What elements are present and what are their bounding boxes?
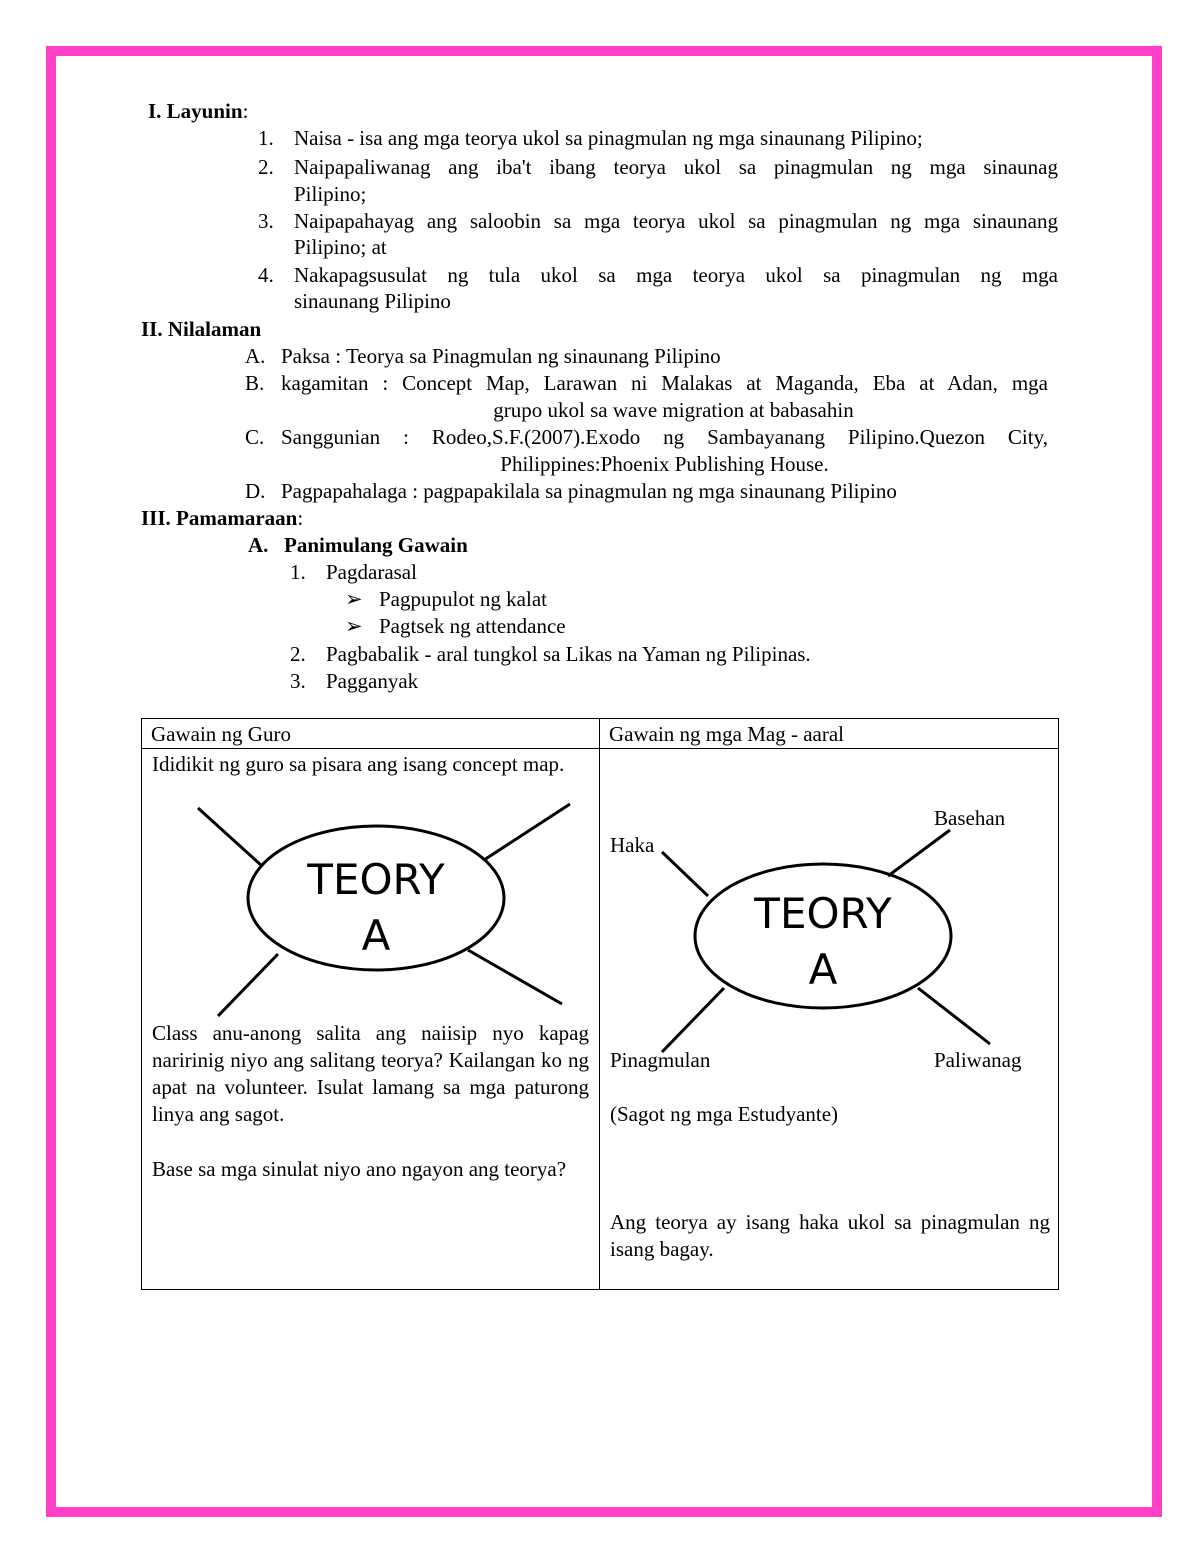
map-word-line1: TEORY <box>754 889 892 938</box>
section-nilalaman-heading: II. Nilalaman <box>141 317 262 341</box>
teacher-intro: Ididikit ng guro sa pisara ang isang concept map. <box>152 752 565 776</box>
map-word-line2: A <box>361 911 391 960</box>
connector-line <box>662 988 724 1052</box>
heading-colon: : <box>242 99 249 123</box>
answer-label-paliwanag: Paliwanag <box>934 1048 1022 1072</box>
connector-line <box>918 988 990 1044</box>
teacher-followup: Base sa mga sinulat niyo ano ngayon ang teorya? <box>152 1157 567 1181</box>
content-d-letter: D. <box>245 479 266 503</box>
heading-text: I. Layunin <box>148 99 243 123</box>
content-b-line1: kagamitan : Concept Map, Larawan ni Malakas at Maganda, Eba at Adan, mga <box>281 371 1048 395</box>
objective-3-line1: Naipapahayag ang saloobin sa mga teorya ukol sa pinagmulan ng mga sinaunang <box>294 209 1058 233</box>
arrow-bullet-icon: ➢ <box>345 587 363 611</box>
content-c-letter: C. <box>245 425 265 449</box>
students-note: (Sagot ng mga Estudyante) <box>610 1102 839 1126</box>
objective-3-number: 3. <box>258 209 274 233</box>
table-header-row <box>142 719 1059 749</box>
content-c-line2: Philippines:Phoenix Publishing House. <box>500 452 829 476</box>
content-b-line2: grupo ukol sa wave migration at babasahin <box>493 398 854 422</box>
map-word-line1: TEORY <box>307 855 445 904</box>
arrow-bullet-icon: ➢ <box>345 614 363 638</box>
header-teacher: Gawain ng Guro <box>142 719 600 749</box>
bullet-1-text: Pagpupulot ng kalat <box>379 587 547 611</box>
heading-colon: : <box>297 506 304 530</box>
content-c-line1: Sanggunian : Rodeo,S.F.(2007).Exodo ng Sambayanang Pilipino.Quezon City, <box>281 425 1048 449</box>
step-2-number: 2. <box>290 642 306 666</box>
step-3-text: Pagganyak <box>326 669 419 693</box>
answer-label-basehan: Basehan <box>934 806 1006 830</box>
step-2-text: Pagbabalik - aral tungkol sa Likas na Yaman ng Pilipinas. <box>326 642 811 666</box>
connector-line <box>484 804 570 860</box>
connector-line <box>198 808 262 866</box>
bullet-2-text: Pagtsek ng attendance <box>379 614 566 638</box>
objective-2-number: 2. <box>258 155 274 179</box>
objective-1-number: 1. <box>258 126 274 150</box>
answer-label-pinagmulan: Pinagmulan <box>610 1048 711 1072</box>
objective-4-line1: Nakapagsusulat ng tula ukol sa mga teorya ukol sa pinagmulan ng mga <box>294 263 1058 287</box>
step-1-text: Pagdarasal <box>326 560 417 584</box>
connector-line <box>468 950 562 1004</box>
objective-3-line2: Pilipino; at <box>294 235 387 259</box>
map-word-line2: A <box>808 945 838 994</box>
connector-line <box>662 852 708 896</box>
step-1-number: 1. <box>290 560 306 584</box>
teacher-question: Class anu-anong salita ang naiisip nyo kapag naririnig niyo ang salitang teorya? Kailangan ko ng apat na volunteer. Isulat lamang sa mga paturong linya ang sagot. <box>152 1021 589 1126</box>
step-3-number: 3. <box>290 669 306 693</box>
content-a-letter: A. <box>245 344 266 368</box>
connector-line <box>888 830 950 876</box>
students-answer: Ang teorya ay isang haka ukol sa pinagmulan ng isang bagay. <box>610 1210 1050 1261</box>
objective-2-line2: Pilipino; <box>294 182 367 206</box>
subsection-a-letter: A. <box>248 533 269 557</box>
content-d-text: Pagpapahalaga : pagpapakilala sa pinagmulan ng mga sinaunang Pilipino <box>281 479 897 503</box>
objective-2-line1: Naipapaliwanag ang iba't ibang teorya ukol sa pinagmulan ng mga sinaunag <box>294 155 1058 179</box>
objective-1-text: Naisa - isa ang mga teorya ukol sa pinagmulan ng mga sinaunang Pilipino; <box>294 126 923 150</box>
section-pamamaraan-heading <box>141 505 303 532</box>
header-students: Gawain ng mga Mag - aaral <box>600 719 1059 749</box>
concept-map-blank <box>190 798 580 1023</box>
content-a-text: Paksa : Teorya sa Pinagmulan ng sinaunang Pilipino <box>281 344 721 368</box>
content-b-letter: B. <box>245 371 265 395</box>
answer-label-haka: Haka <box>610 833 655 857</box>
objective-4-line2: sinaunang Pilipino <box>294 289 451 313</box>
subsection-a-title: Panimulang Gawain <box>284 533 468 557</box>
section-layunin-heading <box>148 98 248 125</box>
connector-line <box>218 954 278 1016</box>
heading-text: III. Pamamaraan <box>141 506 298 530</box>
objective-4-number: 4. <box>258 263 274 287</box>
